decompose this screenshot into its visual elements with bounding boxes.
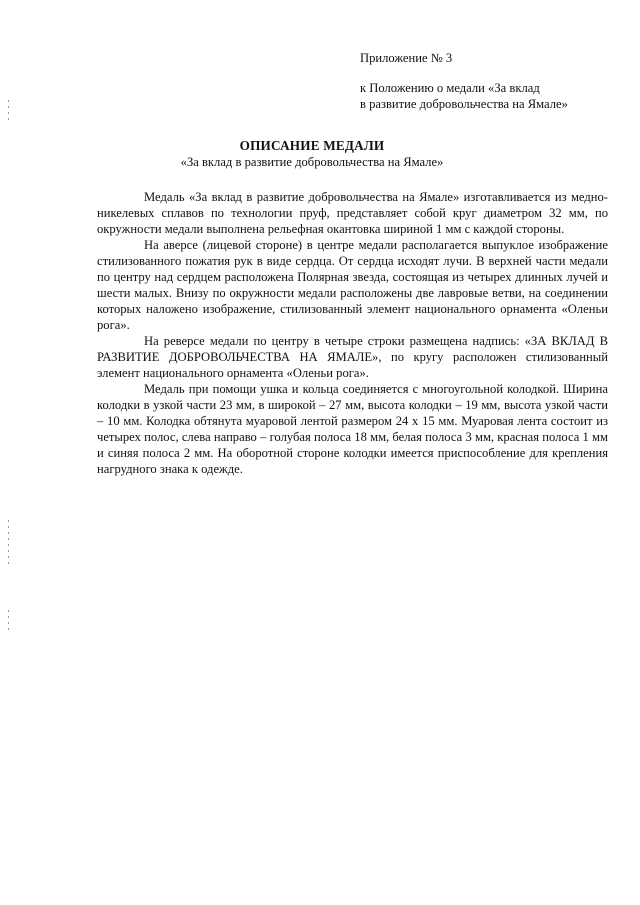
scan-margin-marks bbox=[8, 100, 10, 124]
scan-margin-marks bbox=[8, 610, 10, 634]
appendix-header bbox=[360, 50, 568, 112]
document-subtitle: «За вклад в развитие добровольчества на Ямале» bbox=[180, 155, 444, 169]
appendix-reference-line-2: в развитие добровольчества на Ямале» bbox=[360, 97, 568, 111]
scan-margin-marks bbox=[8, 520, 10, 568]
appendix-reference-line-1: к Положению о медали «За вклад bbox=[360, 81, 540, 95]
document-body bbox=[97, 189, 608, 477]
title-block bbox=[96, 138, 528, 170]
paragraph-general: Медаль «За вклад в развитие добровольчества на Ямале» изготавливается из медно-никелевых сплавов по технологии пруф, представляет собой круг диаметром 32 мм, по окружности медали выполнена рельефная окантовка шириной 1 мм с каждой стороны. bbox=[97, 190, 608, 236]
appendix-number: Приложение № 3 bbox=[360, 51, 453, 65]
paragraph-obverse: На аверсе (лицевой стороне) в центре медали располагается выпуклое изображение стилизованного пожатия рук в виде сердца. От сердца исходят лучи. В верхней части медали по центру над сердцем расположена Полярная звезда, состоящая из четырех длинных лучей и шести малых. Внизу по окружности медали расположены две лавровые ветви, на соединении которых наложено изображение, стилизованный элемент национального орнамента «Оленьи рога». bbox=[97, 238, 608, 332]
document-title: ОПИСАНИЕ МЕДАЛИ bbox=[239, 138, 385, 153]
paragraph-ribbon-mount: Медаль при помощи ушка и кольца соединяется с многоугольной колодкой. Ширина колодки в узкой части 23 мм, в широкой – 27 мм, высота колодки – 19 мм, высота узкой части – 10 мм. Колодка обтянута муаровой лентой размером 24 х 15 мм. Муаровая лента состоит из четырех полос, слева направо – голубая полоса 18 мм, белая полоса 3 мм, красная полоса 1 мм и синяя полоса 2 мм. На оборотной стороне колодки имеется приспособление для крепления нагрудного знака к одежде. bbox=[97, 382, 608, 476]
paragraph-reverse: На реверсе медали по центру в четыре строки размещена надпись: «ЗА ВКЛАД В РАЗВИТИЕ ДОБРОВОЛЬЧЕСТВА НА ЯМАЛЕ», по кругу расположен стилизованный элемент национального орнамента «Оленьи рога». bbox=[97, 334, 608, 380]
